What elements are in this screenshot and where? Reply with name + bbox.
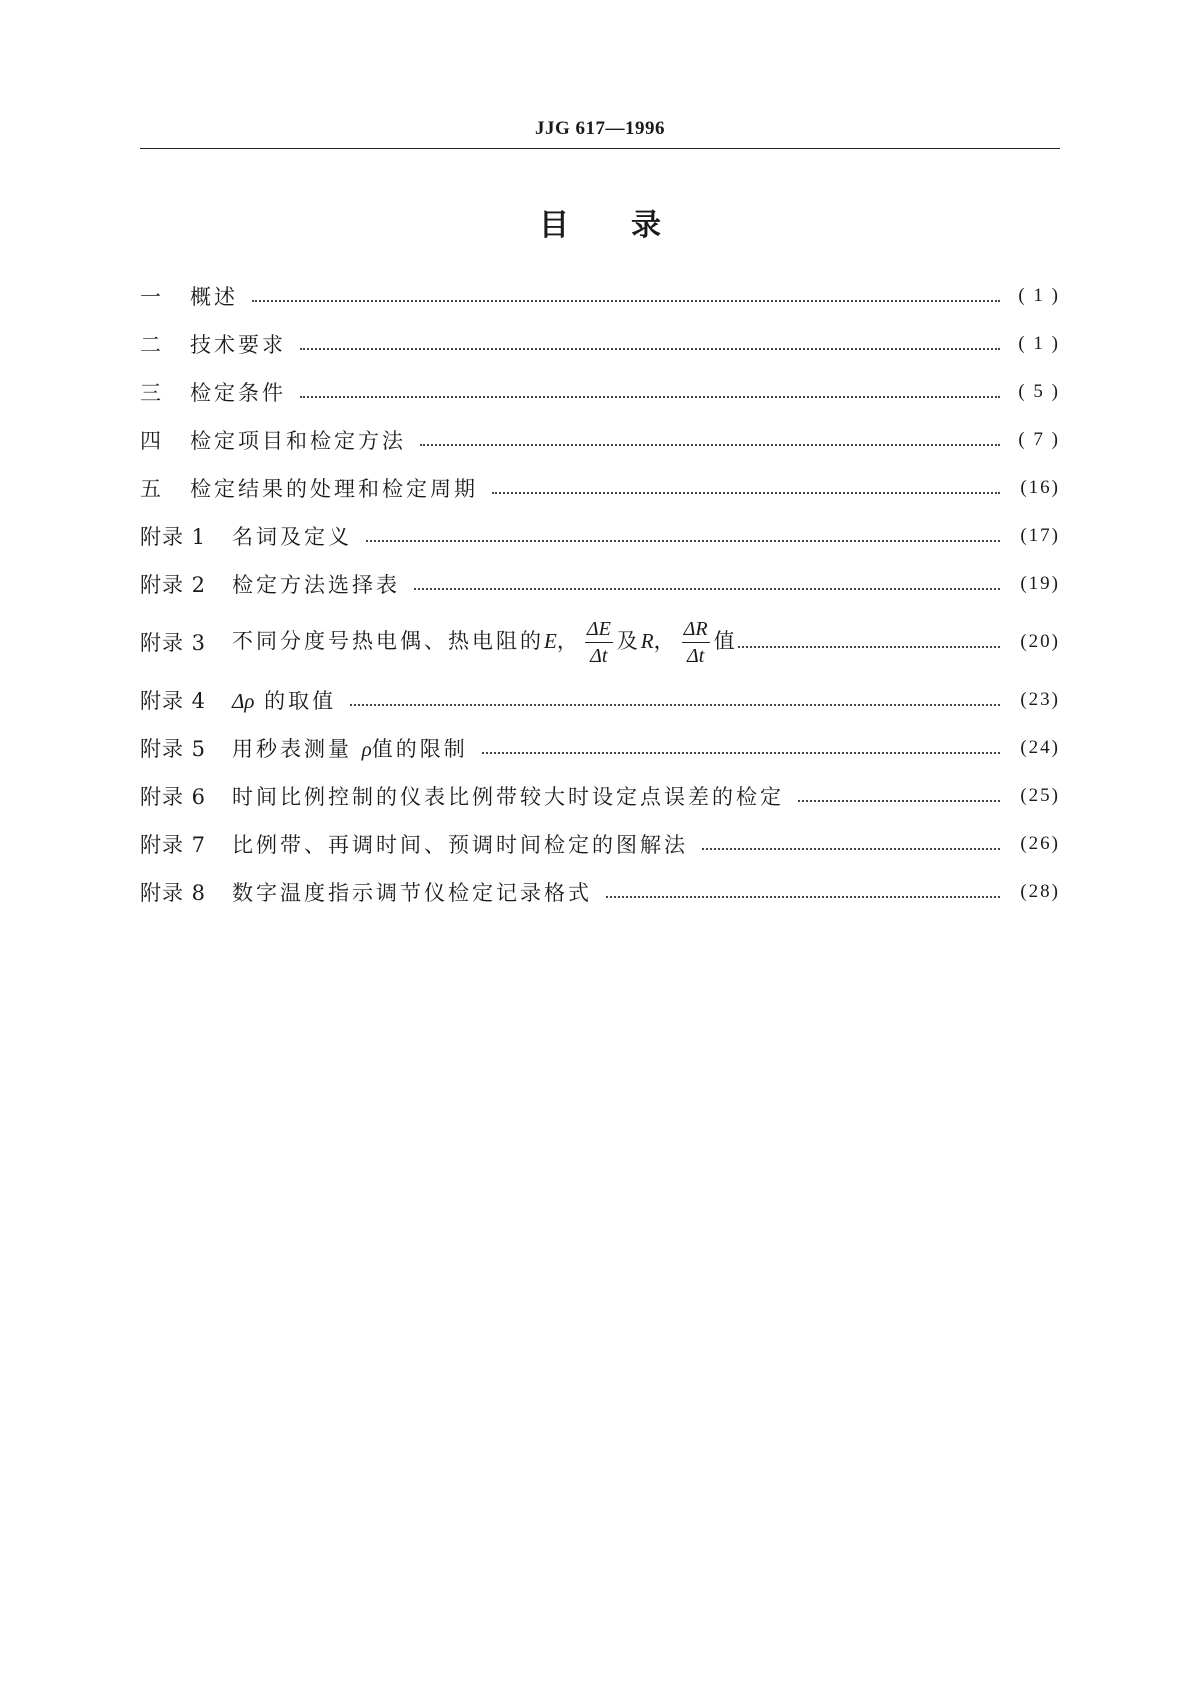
appendix-label-text: 及 xyxy=(616,628,641,653)
toc-entry-number: 三 xyxy=(140,381,162,405)
leader-dots xyxy=(702,847,1000,850)
leader-dots xyxy=(798,799,1000,802)
leader-dots xyxy=(252,299,1000,302)
appendix-page: (20) xyxy=(1020,631,1060,652)
appendix-number: 附录 6 xyxy=(140,785,207,809)
appendix-label-text: 不同分度号热电偶、热电阻的 xyxy=(232,628,544,653)
toc-entry-3[interactable] xyxy=(140,368,1060,416)
appendix-page: (25) xyxy=(1020,785,1060,806)
appendix-number: 附录 3 xyxy=(140,631,207,655)
toc-entry-number: 一 xyxy=(140,285,162,309)
toc-entry-label: 检定项目和检定方法 xyxy=(190,429,406,453)
appendix-number: 附录 2 xyxy=(140,573,207,597)
toc-entry-number: 四 xyxy=(140,429,162,453)
frac-denominator: Δt xyxy=(590,644,608,667)
toc-appendix-2[interactable] xyxy=(140,560,1060,608)
appendix-page: (17) xyxy=(1020,525,1060,546)
toc-entry-page: ( 7 ) xyxy=(1018,429,1060,450)
title-char-2: 录 xyxy=(631,208,661,243)
toc-entry-page: ( 5 ) xyxy=(1018,381,1060,402)
toc-entry-page: (16) xyxy=(1020,477,1060,498)
leader-dots xyxy=(300,395,1000,398)
symbol-delta-rho: Δρ xyxy=(232,689,255,713)
appendix-label: 比例带、再调时间、预调时间检定的图解法 xyxy=(232,833,688,857)
frac-numerator: ΔR xyxy=(683,617,708,640)
toc-entry-label: 检定结果的处理和检定周期 xyxy=(190,477,478,501)
frac-denominator: Δt xyxy=(686,644,705,667)
toc-appendix-6[interactable] xyxy=(140,772,1060,820)
toc-entry-4[interactable] xyxy=(140,416,1060,464)
appendix-number: 附录 1 xyxy=(140,525,207,549)
toc-appendix-3[interactable] xyxy=(140,608,1060,676)
title-char-1: 目 xyxy=(539,208,569,243)
appendix-number: 附录 5 xyxy=(140,737,207,761)
toc-entry-number: 五 xyxy=(140,477,162,501)
toc-appendix-7[interactable] xyxy=(140,820,1060,868)
leader-dots xyxy=(738,645,1000,648)
appendix-label: 检定方法选择表 xyxy=(232,573,400,597)
toc-appendix-8[interactable] xyxy=(140,868,1060,916)
appendix-label xyxy=(232,733,482,763)
leader-dots xyxy=(350,703,1000,706)
toc-entry-page: ( 1 ) xyxy=(1018,285,1060,306)
appendix-label-text: 值的限制 xyxy=(371,737,468,761)
appendix-page: (23) xyxy=(1020,689,1060,710)
appendix-label: 名词及定义 xyxy=(232,525,352,549)
table-of-contents xyxy=(140,272,1060,916)
appendix-label xyxy=(232,616,738,669)
appendix-number: 附录 7 xyxy=(140,833,207,857)
appendix-label-text: 的取值 xyxy=(264,689,337,713)
toc-entry-label: 概述 xyxy=(190,285,238,309)
appendix-label: 数字温度指示调节仪检定记录格式 xyxy=(232,881,592,905)
comma: ， xyxy=(556,628,581,653)
symbol-R: R xyxy=(640,628,654,653)
fraction-dR-dt xyxy=(682,616,710,669)
page-title xyxy=(140,200,1060,244)
leader-dots xyxy=(606,895,1000,898)
appendix-page: (28) xyxy=(1020,881,1060,902)
appendix-number: 附录 4 xyxy=(140,689,207,713)
header-rule xyxy=(140,148,1060,149)
toc-entry-label: 技术要求 xyxy=(190,333,286,357)
appendix-label-text: 值 xyxy=(713,628,738,653)
toc-entry-5[interactable] xyxy=(140,464,1060,512)
leader-dots xyxy=(366,539,1000,542)
leader-dots xyxy=(482,751,1000,754)
toc-appendix-1[interactable] xyxy=(140,512,1060,560)
leader-dots xyxy=(492,491,1000,494)
appendix-label-text: 用秒表测量 xyxy=(232,737,352,761)
toc-entry-1[interactable] xyxy=(140,272,1060,320)
symbol-E: E xyxy=(544,628,557,653)
appendix-label xyxy=(232,685,350,715)
appendix-page: (24) xyxy=(1020,737,1060,758)
appendix-page: (19) xyxy=(1020,573,1060,594)
fraction-dE-dt xyxy=(585,616,613,669)
toc-entry-number: 二 xyxy=(140,333,162,357)
comma: ， xyxy=(653,628,678,653)
appendix-label: 时间比例控制的仪表比例带较大时设定点误差的检定 xyxy=(232,785,784,809)
leader-dots xyxy=(414,587,1000,590)
leader-dots xyxy=(420,443,1000,446)
document-code-header: JJG 617—1996 xyxy=(534,118,666,139)
symbol-rho: ρ xyxy=(361,737,372,761)
frac-numerator: ΔE xyxy=(586,617,611,640)
toc-appendix-5[interactable] xyxy=(140,724,1060,772)
appendix-page: (26) xyxy=(1020,833,1060,854)
toc-entry-label: 检定条件 xyxy=(190,381,286,405)
appendix-number: 附录 8 xyxy=(140,881,207,905)
toc-entry-2[interactable] xyxy=(140,320,1060,368)
leader-dots xyxy=(300,347,1000,350)
toc-entry-page: ( 1 ) xyxy=(1018,333,1060,354)
toc-appendix-4[interactable] xyxy=(140,676,1060,724)
